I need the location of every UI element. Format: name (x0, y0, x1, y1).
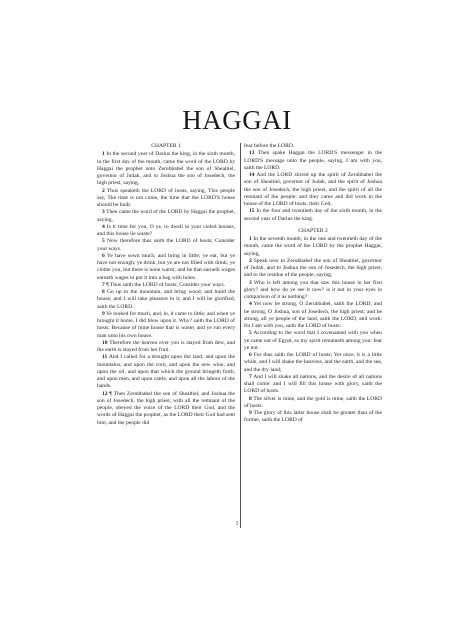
verse-text: According to the word that I covenanted with you when ye came out of Egypt, so my spirit remaineth among you: fear ye not. (244, 330, 382, 351)
verse-number: 2 (102, 187, 105, 194)
verse-text: Then came the word of the LORD by Haggai the prophet, saying, (97, 209, 235, 223)
verse (244, 258, 382, 280)
verse-text: Thus speaketh the LORD of hosts, saying, This people say, The time is not come, the time that the LORD'S house should be built. (97, 187, 235, 208)
verse (97, 209, 235, 224)
verse-text: In the four and twentieth day of the sixth month, in the second year of Darius the king. (244, 208, 383, 222)
verse (244, 374, 382, 396)
verse-text: Ye looked for much, and, lo, it came to little; and when ye brought it home, I did blow upon it. Why? saith the LORD of hosts. Because of mine house that is waste, and ye run every man unto his own house. (97, 310, 235, 339)
column-divider (240, 143, 241, 528)
verse-text: And I called for a drought upon the land, and upon the mountains, and upon the corn, and upon the new wine, and upon the oil, and upon that which the ground bringeth forth, and upon men, and upon cattle, and upon all the labour of the hands. (97, 354, 235, 390)
page-number: 1 (235, 521, 239, 527)
text-column-right (244, 143, 382, 425)
verse-number: 9 (249, 410, 252, 416)
verse-text: ¶ Then Zerubbabel the son of Shealtiel, and Joshua the son of Josedech, the high priest, with all the remnant of the people, obeyed the voice of the LORD their God, and the words of Haggai the prophet, as the LORD their God had sent him, and the people did (97, 390, 235, 426)
verse-number: 2 (249, 257, 252, 264)
chapter-heading: CHAPTER 1 (151, 143, 181, 149)
verse-text: Now therefore thus saith the LORD of hosts; Consider your ways. (97, 238, 235, 252)
verse (97, 238, 235, 253)
verse (97, 282, 235, 289)
verse-text: Then spake Haggai the LORD'S messenger in the LORD'S message unto the people, saying, I am with you, saith the LORD. (244, 150, 382, 171)
verse (97, 253, 235, 282)
verse-number: 3 (102, 209, 105, 216)
verse-text: The glory of this latter house shall be greater than of the former, saith the LORD of (244, 410, 382, 424)
verse (244, 396, 382, 411)
verse (97, 289, 235, 311)
text-column-left (97, 143, 235, 427)
verse (244, 172, 382, 208)
chapter-heading: CHAPTER 2 (298, 227, 328, 234)
verse-number: 15 (249, 208, 255, 215)
verse-text: Speak now to Zerubbabel the son of Shealtiel, governor of Judah, and to Joshua the son of Josedech, the high priest, and to the residue of the people, saying, (244, 257, 382, 279)
verse-number: 7 (102, 281, 105, 288)
verse (244, 410, 382, 425)
verse-number: 4 (102, 223, 105, 230)
verse-number: 6 (249, 352, 252, 358)
verse (97, 354, 235, 390)
verse-text: ¶ Thus saith the LORD of hosts; Consider your ways. (106, 281, 226, 288)
verse-text: Who is left among you that saw this house in her first glory? and how do ye see it now? is it not in your eyes in comparison of it as nothing? (244, 279, 382, 300)
verse-text: Is it time for you, O ye, to dwell in your cieled houses, and this house lie waste? (97, 223, 235, 237)
verse (97, 340, 235, 355)
verse (97, 224, 235, 239)
verse-text: And I will shake all nations, and the desire of all nations shall come: and I will fill this house with glory, saith the LORD of hosts. (244, 373, 382, 395)
verse-number: 14 (249, 172, 255, 178)
verse-number: 9 (102, 310, 105, 317)
verse (244, 301, 382, 330)
verse-number: 1 (249, 236, 252, 242)
verse-number: 8 (249, 395, 252, 402)
verse-number: 7 (249, 373, 252, 380)
verse (97, 188, 235, 210)
verse (244, 236, 382, 258)
verse-text: Yet now be strong, O Zerubbabel, saith the LORD; and be strong, O Joshua, son of Josedech, the high priest; and be strong, all ye people of the land, saith the LORD, and work: for I am with you, saith the LORD of hosts: (244, 301, 383, 329)
verse-number: 5 (249, 330, 252, 337)
book-title: HAGGAI (182, 105, 292, 135)
verse-number: 3 (249, 279, 252, 286)
verse (97, 151, 235, 187)
verse-number: 8 (102, 289, 105, 295)
verse (97, 391, 235, 427)
verse-text: Go up to the mountain, and bring wood, and build the house; and I will take pleasure in it, and I will be glorified, saith the LORD. (97, 289, 235, 310)
verse-number: 10 (102, 339, 108, 346)
verse-number: 4 (249, 301, 252, 308)
verse-text: Ye have sown much, and bring in little; ye eat, but ye have not enough; ye drink, but ye are not filled with drink; ye clothe you, but there is none warm; and he that earneth wages earneth wages to put it into a bag with holes. (97, 252, 235, 281)
verse-text: And the LORD stirred up the spirit of Zerubbabel the son of Shealtiel, governor of Judah, and the spirit of Joshua the son of Josedech, the high priest, and the spirit of all the remnant of the people; and they came and did work in the house of the LORD of hosts, their God, (244, 172, 382, 207)
verse (97, 311, 235, 340)
verse-continuation: fear before the LORD. (244, 143, 295, 149)
verse-number: 12 (102, 390, 108, 397)
verse-number: 5 (102, 238, 105, 245)
verse-number: 13 (249, 150, 255, 157)
verse (244, 330, 382, 352)
verse-text: Therefore the heaven over you is stayed from dew, and the earth is stayed from her fruit. (97, 339, 235, 353)
verse (244, 150, 382, 172)
verse (244, 352, 382, 374)
verse-text: For thus saith the LORD of hosts; Yet once, it is a little while, and I will shake the heavens, and the earth, and the sea, and the dry land; (244, 352, 383, 373)
verse-text: The silver is mine, and the gold is mine, saith the LORD of hosts. (244, 395, 382, 409)
verse-number: 6 (102, 252, 105, 259)
verse-number: 1 (102, 151, 105, 158)
verse-text: In the second year of Darius the king, in the sixth month, in the first day of the month, came the word of the LORD by Haggai the prophet unto Zerubbabel the son of Shealtiel, governor of Judah, and to Joshua the son of Josedech, the high priest, saying, (97, 151, 235, 187)
verse-text: In the seventh month, in the one and twentieth day of the month, came the word of the LORD by the prophet Haggai, saying, (244, 236, 382, 257)
verse (244, 208, 382, 223)
verse (244, 280, 382, 302)
verse-number: 11 (102, 354, 108, 361)
